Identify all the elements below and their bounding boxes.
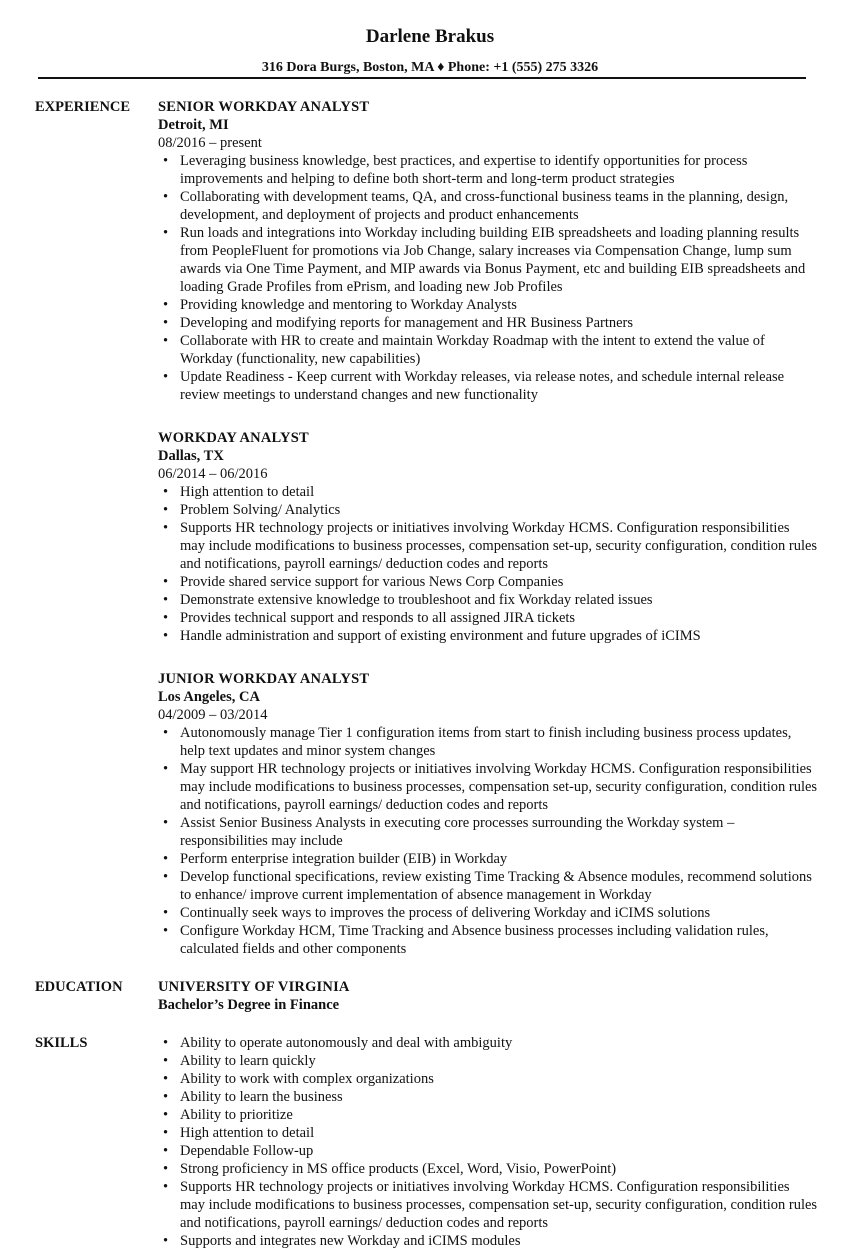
job-bullet: • Provides technical support and responds to all assigned JIRA tickets <box>158 609 818 627</box>
skills-list <box>158 1034 818 1250</box>
job-bullet: • Autonomously manage Tier 1 configuration items from start to finish including business process updates, help text updates and minor system changes <box>158 724 818 760</box>
job-bullet: • High attention to detail <box>158 483 818 501</box>
job-bullet: • Perform enterprise integration builder (EIB) in Workday <box>158 850 818 868</box>
experience-heading: EXPERIENCE <box>35 99 131 115</box>
skill-item: • Dependable Follow-up <box>158 1142 818 1160</box>
header-divider <box>38 77 806 79</box>
skill-item: • Supports and integrates new Workday and iCIMS modules <box>158 1232 818 1250</box>
skill-item: • Ability to learn quickly <box>158 1052 818 1070</box>
job-bullet: • May support HR technology projects or initiatives involving Workday HCMS. Configuration responsibilities may include modifications to business processes, compensation set-up, security configuration, condition rules and notifications, payroll earnings/ deduction codes and reports <box>158 760 818 814</box>
candidate-name: Darlene Brakus <box>365 26 495 47</box>
skill-item: • Ability to learn the business <box>158 1088 818 1106</box>
job-bullet: • Handle administration and support of existing environment and future upgrades of iCIMS <box>158 627 818 645</box>
job-bullet: • Developing and modifying reports for management and HR Business Partners <box>158 314 818 332</box>
job-bullet: • Collaborate with HR to create and maintain Workday Roadmap with the intent to extend the value of Workday (functionality, new capabilities) <box>158 332 818 368</box>
education-heading: EDUCATION <box>35 979 123 995</box>
job-bullet: • Providing knowledge and mentoring to Workday Analysts <box>158 296 818 314</box>
job-entry <box>158 429 818 645</box>
skills-entry <box>158 1034 818 1250</box>
job-entry <box>158 670 818 958</box>
job-bullet: • Supports HR technology projects or initiatives involving Workday HCMS. Configuration responsibilities may include modifications to business processes, compensation set-up, security configuration, condition rules and notifications, payroll earnings/ deduction codes and reports <box>158 519 818 573</box>
job-location: Los Angeles, CA <box>158 689 260 705</box>
job-bullet: • Develop functional specifications, review existing Time Tracking & Absence modules, recommend solutions to enhance/ improve current implementation of absence management in Workday <box>158 868 818 904</box>
job-location: Detroit, MI <box>158 117 229 133</box>
skill-item: • Supports HR technology projects or initiatives involving Workday HCMS. Configuration responsibilities may include modifications to business processes, compensation set-up, security configuration, condition rules and notifications, payroll earnings/ deduction codes and reports <box>158 1178 818 1232</box>
job-bullets <box>158 724 818 958</box>
skill-item: • Ability to work with complex organizations <box>158 1070 818 1088</box>
job-bullet: • Leveraging business knowledge, best practices, and expertise to identify opportunities for process improvements and helping to define both short-term and long-term product strategies <box>158 152 818 188</box>
skill-item: • Strong proficiency in MS office products (Excel, Word, Visio, PowerPoint) <box>158 1160 818 1178</box>
skill-item: • Ability to prioritize <box>158 1106 818 1124</box>
skill-item: • High attention to detail <box>158 1124 818 1142</box>
job-dates: 04/2009 – 03/2014 <box>158 707 268 723</box>
job-bullet: • Assist Senior Business Analysts in executing core processes surrounding the Workday system – responsibilities may include <box>158 814 818 850</box>
job-entry <box>158 98 818 404</box>
education-entry <box>158 978 818 1014</box>
job-bullet: • Problem Solving/ Analytics <box>158 501 818 519</box>
experience-list <box>158 98 818 983</box>
job-title: WORKDAY ANALYST <box>158 430 309 446</box>
job-bullet: • Run loads and integrations into Workday including building EIB spreadsheets and loading planning results from PeopleFluent for promotions via Job Change, salary increases via Compensation Change, lump sum awards via One Time Payment, and MIP awards via Bonus Payment, etc and building EIB spreadsheets and loading Grade Profiles from ePrism, and loading new Job Profiles <box>158 224 818 296</box>
job-title: JUNIOR WORKDAY ANALYST <box>158 671 370 687</box>
job-bullets <box>158 152 818 404</box>
contact-line: 316 Dora Burgs, Boston, MA ♦ Phone: +1 (555) 275 3326 <box>261 60 599 75</box>
job-bullet: • Configure Workday HCM, Time Tracking and Absence business processes including validation rules, calculated fields and other components <box>158 922 818 958</box>
job-location: Dallas, TX <box>158 448 224 464</box>
job-bullets <box>158 483 818 645</box>
job-bullet: • Provide shared service support for various News Corp Companies <box>158 573 818 591</box>
job-title: SENIOR WORKDAY ANALYST <box>158 99 370 115</box>
job-dates: 06/2014 – 06/2016 <box>158 466 268 482</box>
job-dates: 08/2016 – present <box>158 135 262 151</box>
school-name: UNIVERSITY OF VIRGINIA <box>158 979 350 995</box>
skills-heading: SKILLS <box>35 1035 88 1051</box>
skill-item: • Ability to operate autonomously and deal with ambiguity <box>158 1034 818 1052</box>
job-bullet: • Update Readiness - Keep current with Workday releases, via release notes, and schedule internal release review meetings to understand changes and new functionality <box>158 368 818 404</box>
job-bullet: • Continually seek ways to improves the process of delivering Workday and iCIMS solutions <box>158 904 818 922</box>
job-bullet: • Demonstrate extensive knowledge to troubleshoot and fix Workday related issues <box>158 591 818 609</box>
job-bullet: • Collaborating with development teams, QA, and cross-functional business teams in the planning, design, development, and deployment of projects and product enhancements <box>158 188 818 224</box>
degree-name: Bachelor’s Degree in Finance <box>158 997 340 1013</box>
